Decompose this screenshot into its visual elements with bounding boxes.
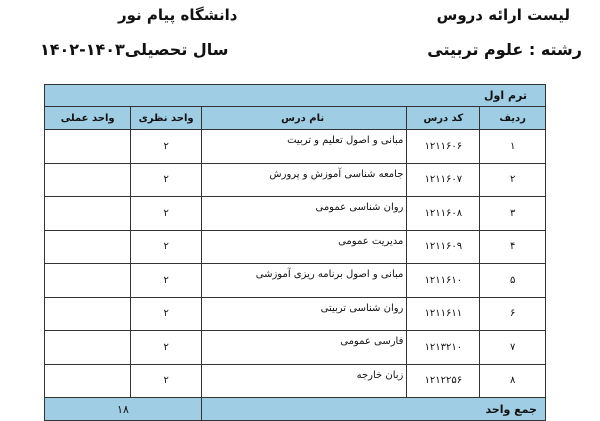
- practical-units: [45, 230, 131, 264]
- column-header-theory-units: واحد نظری: [131, 107, 202, 130]
- course-name: روان شناسی تربیتی: [201, 297, 407, 331]
- course-table: [44, 84, 546, 421]
- course-name: فارسی عمومی: [201, 331, 407, 365]
- table-row: [45, 364, 546, 398]
- row-number: ۷: [480, 331, 546, 365]
- theory-units: ۲: [131, 297, 202, 331]
- course-name: روان شناسی عمومی: [201, 197, 407, 231]
- theory-units: ۲: [131, 197, 202, 231]
- total-value: ۱۸: [45, 398, 202, 421]
- table-row: [45, 130, 546, 164]
- row-number: ۴: [480, 230, 546, 264]
- total-row: [45, 398, 546, 421]
- course-code: ۱۲۱۳۲۱۰: [407, 331, 480, 365]
- practical-units: [45, 163, 131, 197]
- theory-units: ۲: [131, 364, 202, 398]
- row-number: ۲: [480, 163, 546, 197]
- practical-units: [45, 197, 131, 231]
- practical-units: [45, 364, 131, 398]
- list-title: لیست ارائه دروس: [436, 6, 570, 24]
- column-header-row: [45, 107, 546, 130]
- practical-units: [45, 130, 131, 164]
- course-name: زبان خارجه: [201, 364, 407, 398]
- field-of-study: رشته : علوم تربیتی: [427, 40, 582, 59]
- term-row: [45, 85, 546, 107]
- table-row: [45, 230, 546, 264]
- theory-units: ۲: [131, 130, 202, 164]
- row-number: ۵: [480, 264, 546, 298]
- practical-units: [45, 297, 131, 331]
- total-label: جمع واحد: [201, 398, 545, 421]
- course-code: ۱۲۱۱۶۰۸: [407, 197, 480, 231]
- course-code: ۱۲۱۱۶۰۹: [407, 230, 480, 264]
- table-row: [45, 197, 546, 231]
- university-name: دانشگاه پیام نور: [118, 6, 238, 24]
- course-name: مبانی و اصول تعلیم و تربیت: [201, 130, 407, 164]
- practical-units: [45, 331, 131, 365]
- course-code: ۱۲۱۲۲۵۶: [407, 364, 480, 398]
- column-header-row-number: ردیف: [480, 107, 546, 130]
- row-number: ۶: [480, 297, 546, 331]
- row-number: ۳: [480, 197, 546, 231]
- course-name: جامعه شناسی آموزش و پرورش: [201, 163, 407, 197]
- row-number: ۸: [480, 364, 546, 398]
- theory-units: ۲: [131, 163, 202, 197]
- course-name: مبانی و اصول برنامه ریزی آموزشی: [201, 264, 407, 298]
- practical-units: [45, 264, 131, 298]
- column-header-practical-units: واحد عملی: [45, 107, 131, 130]
- course-code: ۱۲۱۱۶۱۱: [407, 297, 480, 331]
- column-header-course-code: کد درس: [407, 107, 480, 130]
- table-row: [45, 331, 546, 365]
- theory-units: ۲: [131, 331, 202, 365]
- theory-units: ۲: [131, 264, 202, 298]
- table-row: [45, 264, 546, 298]
- academic-year: سال تحصیلی۱۴۰۳-۱۴۰۲: [40, 40, 229, 59]
- course-code: ۱۲۱۱۶۰۷: [407, 163, 480, 197]
- course-code: ۱۲۱۱۶۰۶: [407, 130, 480, 164]
- row-number: ۱: [480, 130, 546, 164]
- table-row: [45, 163, 546, 197]
- theory-units: ۲: [131, 230, 202, 264]
- course-code: ۱۲۱۱۶۱۰: [407, 264, 480, 298]
- course-name: مدیریت عمومی: [201, 230, 407, 264]
- column-header-course-name: نام درس: [201, 107, 407, 130]
- table-row: [45, 297, 546, 331]
- term-label: ترم اول: [45, 85, 546, 107]
